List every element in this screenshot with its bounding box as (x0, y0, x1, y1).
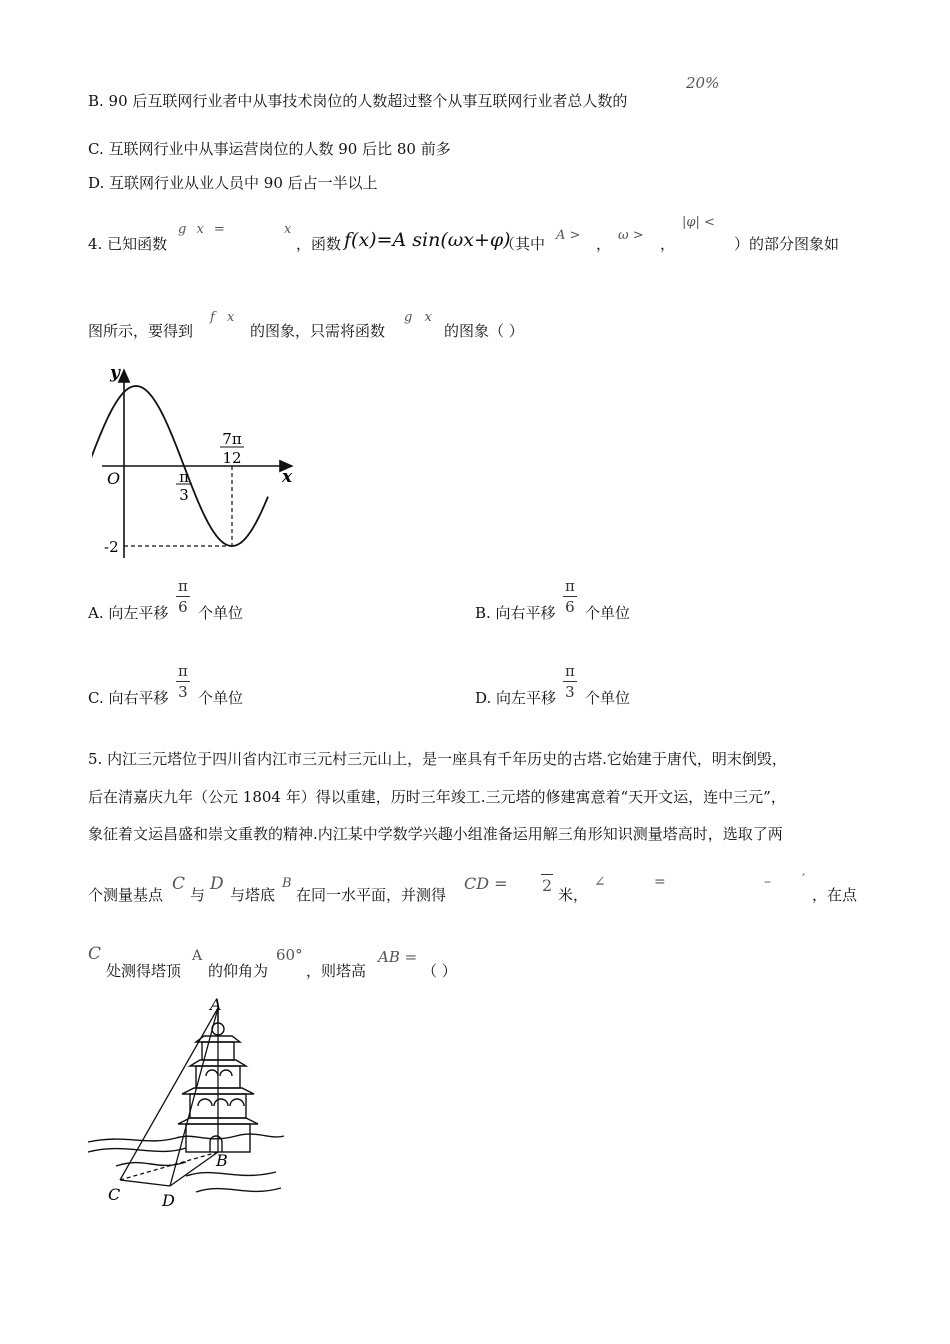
min-value-label: -2 (104, 538, 119, 556)
q5-line1: 5. 内江三元塔位于四川省内江市三元村三元山上，是一座具有千年历史的古塔.它始建于唐代，明末倒毁， (88, 750, 787, 768)
q4-g-of-x-end: x (284, 222, 292, 237)
q4-option-b-unit: 个单位 (585, 604, 631, 622)
tick-7pi-over-12-num: 7π (222, 430, 242, 448)
q3-option-b-percent: 20% (686, 74, 720, 92)
origin-label: O (107, 469, 121, 488)
q5-point-a: A (192, 948, 203, 964)
q4-option-a-unit: 个单位 (198, 604, 244, 622)
figure-label-a: A (210, 996, 222, 1014)
pagoda-arch-2 (198, 1099, 244, 1106)
q4-option-c-num: π (178, 662, 188, 680)
tick-pi-over-3-den: 3 (179, 486, 189, 504)
q4-option-c-unit: 个单位 (198, 689, 244, 707)
q4-option-a-den: 6 (178, 598, 188, 616)
q4-option-c-fraction (176, 661, 190, 702)
q5-line5-mid2: ，则塔高 (306, 962, 367, 980)
wave-line-4 (186, 1172, 276, 1176)
q3-option-d: D. 互联网行业从业人员中 90 后占一半以上 (88, 174, 378, 192)
q4-option-b-fraction (563, 576, 577, 617)
q5-sqrt-two: 2 (542, 876, 553, 895)
q4-option-d-num: π (565, 662, 575, 680)
q4-g-of-x: g x = (178, 222, 228, 237)
q4-option-b: B. 向右平移 (475, 604, 556, 622)
q5-line4-base: 与塔底 (230, 886, 276, 904)
q5-yu: 与 (190, 886, 206, 904)
q4-f-x: f x (210, 310, 239, 325)
line-c-b (120, 1152, 218, 1180)
q5-dash: – (764, 874, 771, 890)
q5-line2: 后在清嘉庆九年（公元 1804 年）得以重建，历时三年竣工.三元塔的修建寓意着“天开文运，连中三元”， (88, 788, 786, 806)
q5-mi: 米， (558, 886, 589, 904)
q3-option-b-text: B. 90 后互联网行业者中从事技术岗位的人数超过整个从事互联网行业者总人数的 (88, 92, 628, 110)
q4-omega-condition: ω > (618, 228, 644, 243)
q4-option-d-den: 3 (565, 683, 575, 701)
q4-paren-open: （其中 (500, 235, 546, 253)
q4-stem-line1-end: ）的部分图象如 (734, 235, 840, 253)
q5-cd-eq: CD = (464, 874, 508, 893)
figure-label-b: B (216, 1151, 228, 1170)
q5-angle-60: 60° (276, 946, 303, 964)
y-axis-label: y (110, 363, 120, 383)
q4-phi-condition: |φ| < (682, 215, 715, 230)
q5-line4-mid: 在同一水平面，并测得 (296, 886, 447, 904)
q4-stem-line2: 图所示，要得到 (88, 322, 194, 340)
q3-option-b (88, 90, 627, 111)
x-axis-label: x (282, 467, 293, 487)
q5-line4-end: ，在点 (812, 886, 858, 904)
q4-comma: ， (596, 235, 612, 253)
q4-function-word: ，函数 (296, 235, 342, 253)
q5-line3: 象征着文运昌盛和崇文重教的精神.内江某中学数学兴趣小组准备运用解三角形知识测量塔高时，选取了两 (88, 825, 783, 843)
q5-eq: = (654, 874, 666, 890)
q4-option-a-fraction (176, 576, 190, 617)
q5-answer-paren: （ ） (422, 962, 457, 980)
line-d-a (170, 1008, 218, 1186)
q5-point-c: C (172, 874, 186, 894)
q4-stem-line2-mid: 的图象，只需将函数 (250, 322, 386, 340)
tick-7pi-over-12-den: 12 (222, 449, 242, 467)
q3-option-c: C. 互联网行业中从事运营岗位的人数 90 后比 80 前多 (88, 140, 451, 158)
q5-sqrt-bar (541, 874, 553, 875)
q4-option-c-den: 3 (178, 683, 188, 701)
q4-option-d-fraction (563, 661, 577, 702)
q4-function-graph (92, 362, 312, 562)
q5-point-d: D (210, 874, 224, 894)
figure-label-c: C (108, 1185, 121, 1204)
q4-comma-2: ， (660, 235, 676, 253)
q5-ab-eq: AB = (378, 948, 418, 966)
line-c-d (120, 1180, 170, 1186)
wave-line-5 (196, 1188, 281, 1192)
q4-a-condition: A > (556, 228, 581, 243)
q5-prime: ′ (802, 872, 806, 888)
q4-g-x: g x (404, 310, 436, 325)
q4-option-d-unit: 个单位 (585, 689, 631, 707)
pagoda-arch-1 (206, 1070, 232, 1076)
q4-option-a-num: π (178, 577, 188, 595)
q4-option-c: C. 向右平移 (88, 689, 169, 707)
q4-option-a: A. 向左平移 (88, 604, 169, 622)
q5-point-b: B (282, 876, 292, 891)
q4-option-d: D. 向左平移 (475, 689, 557, 707)
q5-line4-start: 个测量基点 (88, 886, 164, 904)
q5-tower-figure (86, 996, 286, 1211)
q4-f-formula: f(x)=A sin(ωx+φ) (344, 229, 511, 251)
q5-point-c2: C (88, 944, 102, 964)
q5-angle: ∠ (594, 874, 606, 890)
q5-line5-start: 处测得塔顶 (106, 962, 182, 980)
figure-label-d: D (162, 1191, 175, 1210)
q4-stem-line1: 4. 已知函数 (88, 235, 168, 253)
tick-pi-over-3-num: π (179, 468, 189, 486)
q5-line5-mid: 的仰角为 (208, 962, 269, 980)
q4-stem-line2-end: 的图象（ ） (444, 322, 524, 340)
q4-option-b-den: 6 (565, 598, 575, 616)
q4-option-b-num: π (565, 577, 575, 595)
